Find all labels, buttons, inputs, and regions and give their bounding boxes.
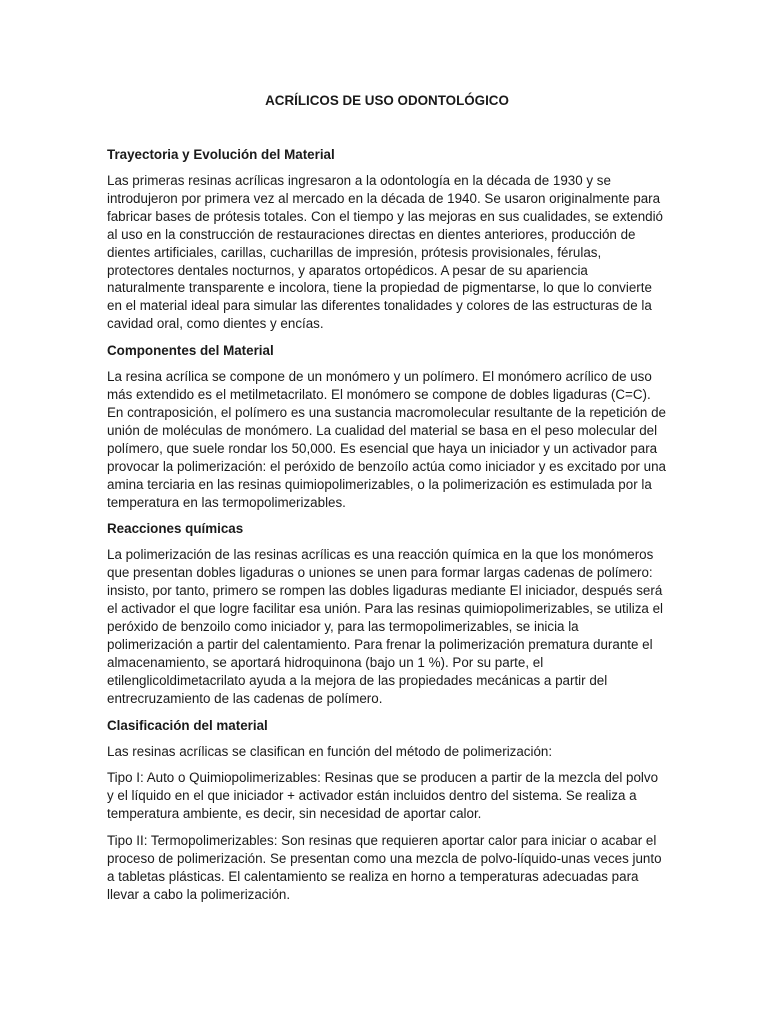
section-heading: Componentes del Material: [107, 343, 274, 359]
section-heading: Trayectoria y Evolución del Material: [107, 147, 335, 162]
section-heading: Reacciones químicas: [107, 521, 244, 537]
paragraph: La polimerización de las resinas acrílicas es una reacción química en la que los monómeros que presentan dobles ligaduras o uniones se unen para formar largas cadenas de polímero: insisto, por tanto, primero se rompen las dobles ligaduras mediante El iniciador, después será el activador el que logre facilitar esa unión. Para las resinas quimiopolimerizables, se utiliza el peróxido de benzoilo como iniciador y, para las termopolimerizables, se inicia la polimerización a partir del calentamiento. Para frenar la polimerización prematura durante el almacenamiento, se aportará hidroquinona (bajo un 1 %). Por su parte, el etilenglicoldimetacrilato ayuda a la mejora de las propiedades mecánicas a partir del entrecruzamiento de las cadenas de polímero.: [107, 547, 663, 706]
section-clasificacion: [107, 717, 667, 904]
section-componentes: [107, 342, 667, 511]
paragraph: Tipo I: Auto o Quimiopolimerizables: Resinas que se producen a partir de la mezcla del polvo y el líquido en el que iniciador + activador están incluidos dentro del sistema. Se realiza a temperatura ambiente, es decir, sin necesidad de aportar calor.: [107, 770, 659, 822]
paragraph: Tipo II: Termopolimerizables: Son resinas que requieren aportar calor para iniciar o acabar el proceso de polimerización. Se presentan como una mezcla de polvo-líquido-unas veces junto a tabletas plásticas. El calentamiento se realiza en horno a temperaturas adecuadas para llevar a cabo la polimerización.: [107, 833, 662, 902]
document-body: [107, 146, 667, 913]
paragraph: Las primeras resinas acrílicas ingresaron a la odontología en la década de 1930 y se introdujeron por primera vez al mercado en la década de 1940. Se usaron originalmente para fabricar bases de prótesis totales. Con el tiempo y las mejoras en sus cualidades, se extendió al uso en la construcción de restauraciones directas en dientes anteriores, producción de dientes artificiales, carillas, cucharillas de impresión, prótesis provisionales, férulas, protectores dentales nocturnos, y aparatos ortopédicos. A pesar de su apariencia naturalmente transparente e incolora, tiene la propiedad de pigmentarse, lo que lo convierte en el material ideal para simular las diferentes tonalidades y colores de las estructuras de la cavidad oral, como dientes y encías.: [107, 173, 664, 332]
section-reacciones: [107, 520, 667, 707]
section-heading: Clasificación del material: [107, 717, 268, 733]
section-trayectoria: [107, 146, 667, 333]
document-title: ACRÍLICOS DE USO ODONTOLÓGICO: [265, 93, 509, 108]
paragraph: La resina acrílica se compone de un monómero y un polímero. El monómero acrílico de uso más extendido es el metilmetacrilato. El monómero se compone de dobles ligaduras (C=C). En contraposición, el polímero es una sustancia macromolecular resultante de la repetición de unión de moléculas de monómero. La cualidad del material se basa en el peso molecular del polímero, que suele rondar los 50,000. Es esencial que haya un iniciador y un activador para provocar la polimerización: el peróxido de benzoílo actúa como iniciador y es excitado por una amina terciaria en las resinas quimiopolimerizables, o la polimerización es estimulada por la temperatura en las termopolimerizables.: [107, 369, 667, 510]
paragraph: Las resinas acrílicas se clasifican en función del método de polimerización:: [107, 743, 553, 759]
